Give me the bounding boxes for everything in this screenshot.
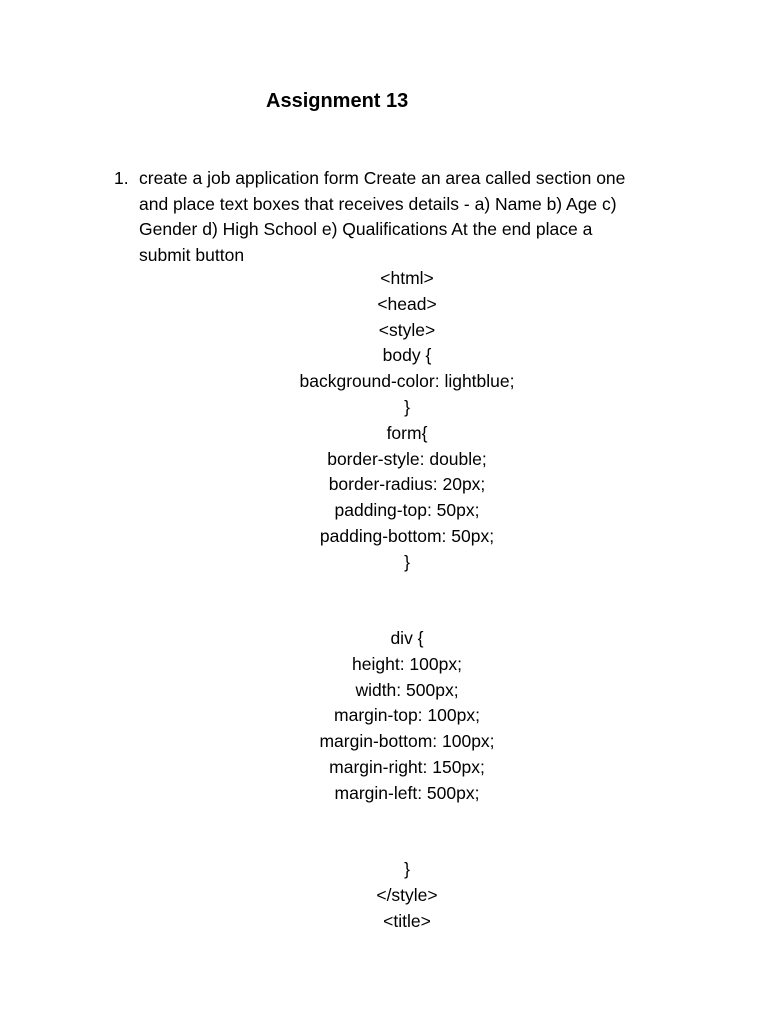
code-block-head (0, 266, 768, 576)
code-line: height: 100px; (352, 653, 462, 674)
code-line: body { (382, 345, 432, 366)
question-line: create a job application form Create an area called section one (139, 168, 626, 188)
question-item (114, 166, 674, 268)
code-line: } (404, 551, 410, 572)
code-line: <title> (383, 910, 431, 931)
code-block-tail (0, 857, 768, 934)
code-line: background-color: lightblue; (299, 371, 515, 392)
question-line: Gender d) High School e) Qualifications At the end place a (139, 219, 593, 240)
code-line: div { (390, 628, 424, 648)
code-line: margin-left: 500px; (334, 782, 480, 803)
question-line: submit button (139, 244, 245, 265)
code-line: <head> (377, 293, 437, 314)
code-line: padding-top: 50px; (334, 500, 480, 521)
code-line: form{ (386, 422, 428, 443)
code-line: } (404, 859, 410, 879)
code-line: border-radius: 20px; (328, 474, 486, 495)
code-line: <style> (378, 319, 436, 340)
code-line: padding-bottom: 50px; (319, 525, 495, 546)
code-line: margin-bottom: 100px; (319, 731, 495, 752)
code-line: <html> (380, 268, 434, 288)
code-line: border-style: double; (327, 448, 487, 469)
question-number: 1. (114, 168, 129, 188)
code-line: margin-right: 150px; (329, 756, 485, 777)
question-line: and place text boxes that receives details - a) Name b) Age c) (139, 193, 617, 214)
page-title: Assignment 13 (266, 90, 409, 112)
code-line: margin-top: 100px; (334, 705, 480, 726)
code-block-div (0, 626, 768, 807)
code-line: } (404, 396, 410, 417)
code-line: </style> (376, 884, 438, 905)
question-text (139, 166, 674, 268)
code-line: width: 500px; (355, 679, 459, 700)
